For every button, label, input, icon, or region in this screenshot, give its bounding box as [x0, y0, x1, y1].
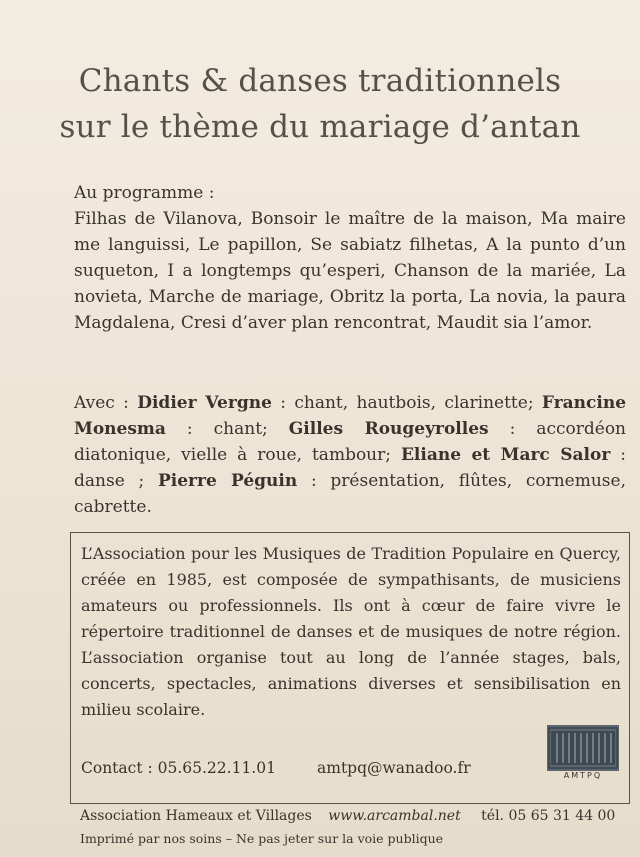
contact-email: amtpq@wanadoo.fr: [317, 759, 471, 777]
program-section: [74, 180, 626, 336]
association-description: L’Association pour les Musiques de Tradition Populaire en Quercy, créée en 1985, est composée de sympathisants, de musiciens amateurs ou professionnels. Ils ont à cœur de faire vivre le répertoire traditionnel de danses et de musiques de notre région. L’association organise tout au long de l’année stages, bals, concerts, spectacles, animations diverses et sensibilisation en milieu scolaire.: [81, 544, 621, 719]
title-line-2: sur le thème du mariage d’antan: [59, 109, 581, 145]
association-box: [70, 532, 630, 804]
logo-label: AMTPQ: [563, 771, 603, 780]
performer-name: Francine Monesma: [74, 393, 627, 439]
performer-name: Gilles Rougeyrolles: [288, 419, 489, 439]
performer-role: : danse ;: [74, 445, 626, 491]
accordion-logo-graphic: [547, 725, 619, 771]
footer-org: Association Hameaux et Villages: [80, 808, 312, 824]
performer-name: Didier Vergne: [137, 393, 272, 413]
contact-phone: Contact : 05.65.22.11.01: [81, 759, 276, 777]
performer-name: Pierre Péguin: [157, 471, 298, 491]
performer-role: : chant;: [165, 419, 289, 439]
program-list: Filhas de Vilanova, Bonsoir le maître de la maison, Ma maire me languissi, Le papillon, Se sabiatz filhetas, A la punto d’un suqueton, I a longtemps qu’esperi, Chanson de la mariée, La novieta, Marche de mariage, Obritz la porta, La novia, la paura Magdalena, Cresi d’aver plan rencontrat, Maudit sia l’amor.: [74, 209, 626, 333]
accordion-logo-icon: [547, 725, 619, 785]
contact-row: [81, 755, 621, 781]
performer-name: Eliane et Marc Salor: [400, 445, 611, 465]
performers-section: [74, 390, 626, 520]
footer-printed: Imprimé par nos soins – Ne pas jeter sur la voie publique: [80, 831, 444, 846]
title-line-1: Chants & danses traditionnels: [78, 63, 562, 99]
performer-role: : présentation, flûtes, cornemuse, cabrette.: [74, 471, 626, 517]
footer-tel: tél. 05 65 31 44 00: [481, 808, 616, 824]
performers-intro: Avec :: [74, 393, 138, 413]
page-title: [0, 58, 640, 150]
performer-role: : accordéon diatonique, vielle à roue, tambour;: [74, 419, 627, 465]
footer-info: [80, 806, 640, 826]
footer-website: www.arcambal.net: [328, 808, 461, 824]
program-heading: Au programme :: [74, 183, 215, 203]
performer-role: : chant, hautbois, clarinette;: [271, 393, 542, 413]
